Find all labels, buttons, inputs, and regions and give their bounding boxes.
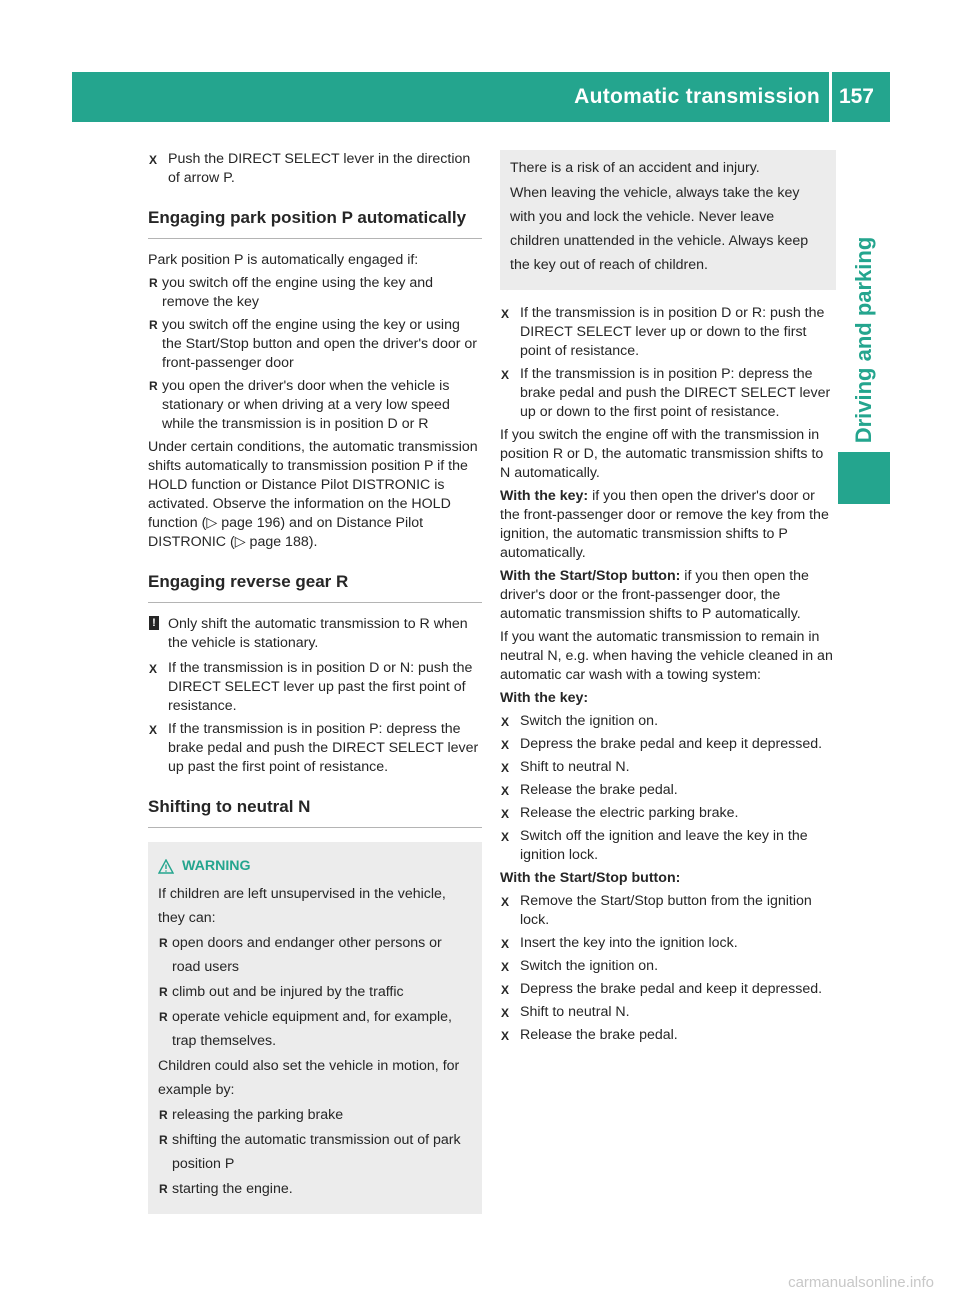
section-tab — [838, 236, 890, 444]
step-item: X Switch off the ignition and leave the key in the ignition lock. — [501, 828, 808, 863]
paragraph: With the Start/Stop button: if you then open the driver's door or the front-passenger door, the automatic transmission shifts to P automatically. — [500, 568, 809, 622]
paragraph: Park position P is automatically engaged if: — [148, 252, 419, 268]
step-marker-icon: X — [501, 738, 510, 752]
step-item: X Remove the Start/Stop button from the ignition lock. — [501, 893, 812, 928]
step-marker-icon: X — [149, 723, 158, 737]
header-divider — [829, 72, 832, 122]
bullet-marker-icon: R — [159, 1133, 168, 1147]
warning-title: WARNING — [158, 856, 472, 876]
step-marker-icon: X — [501, 983, 510, 997]
note-item: ! Only shift the automatic transmission to R when the vehicle is stationary. — [148, 615, 482, 653]
step-item: X Shift to neutral N. — [500, 758, 836, 777]
bullet-marker-icon: R — [159, 936, 168, 950]
page-number: 157 — [838, 85, 874, 108]
step-item: X If the transmission is in position P: depress the brake pedal and push the DIRECT SELECT lever up past the first point of resistance. — [149, 721, 479, 775]
step-item: X Release the brake pedal. — [500, 1026, 836, 1045]
paragraph: With the key: if you then open the driver's door or the front-passenger door or remove the key from the ignition, the automatic transmission shifts to P automatically. — [500, 488, 829, 561]
page-title: Automatic transmission — [574, 85, 820, 108]
warning-box — [148, 842, 482, 1214]
bullet-marker-icon: R — [159, 1108, 168, 1122]
list-item: R you switch off the engine using the key or using the Start/Stop button and open the driver's door or front-passenger door — [149, 317, 478, 371]
step-item: X Release the brake pedal. — [500, 781, 836, 800]
bullet-marker-icon: R — [159, 1182, 168, 1196]
step-marker-icon: X — [501, 1029, 510, 1043]
step-marker-icon: X — [501, 960, 510, 974]
step-marker-icon: X — [501, 761, 510, 775]
step-marker-icon: X — [501, 1006, 510, 1020]
step-marker-icon: X — [501, 807, 510, 821]
heading-park-position: Engaging park position P automatically — [148, 208, 482, 239]
bullet-marker-icon: R — [159, 985, 168, 999]
step-item: X Depress the brake pedal and keep it depressed. — [500, 735, 836, 754]
step-item: X Switch the ignition on. — [500, 712, 836, 731]
step-marker-icon: X — [501, 895, 510, 909]
left-column — [148, 150, 482, 1214]
step-item: X Depress the brake pedal and keep it depressed. — [500, 980, 836, 999]
step-item: X Insert the key into the ignition lock. — [500, 934, 836, 953]
paragraph: Children could also set the vehicle in motion, for example by: — [158, 1058, 460, 1098]
step-marker-icon: X — [501, 368, 510, 382]
heading-reverse-gear: Engaging reverse gear R — [148, 572, 482, 603]
section-marker — [838, 452, 890, 504]
step-marker-icon: X — [501, 307, 510, 321]
step-marker-icon: X — [501, 784, 510, 798]
list-item: R starting the engine. — [158, 1177, 472, 1201]
list-item: R open doors and endanger other persons or road users — [158, 931, 472, 979]
paragraph: There is a risk of an accident and injury. — [510, 160, 760, 176]
list-item: R shifting the automatic transmission out of park position P — [158, 1128, 472, 1176]
step-marker-icon: X — [501, 830, 510, 844]
warning-box-continued — [500, 150, 836, 290]
step-item: X Switch the ignition on. — [500, 957, 836, 976]
section-tab-label: Driving and parking — [851, 236, 876, 444]
step-item: X Push the DIRECT SELECT lever in the direction of arrow P. — [149, 151, 471, 186]
note-exclamation-icon: ! — [149, 616, 159, 630]
bullet-marker-icon: R — [159, 1010, 168, 1024]
step-item: X Release the electric parking brake. — [500, 804, 836, 823]
step-item: X If the transmission is in position D or N: push the DIRECT SELECT lever up past the first point of resistance. — [149, 660, 473, 714]
list-item: R climb out and be injured by the traffic — [158, 980, 472, 1004]
step-item: X If the transmission is in position P: depress the brake pedal and push the DIRECT SELECT lever up or down to the first point of resistance. — [501, 366, 831, 420]
page-header — [72, 72, 890, 122]
step-marker-icon: X — [501, 715, 510, 729]
list-item: R releasing the parking brake — [158, 1103, 472, 1127]
right-column — [500, 160, 836, 1049]
list-item: R you switch off the engine using the key and remove the key — [149, 275, 434, 310]
warning-triangle-icon — [158, 859, 174, 874]
bullet-marker-icon: R — [149, 318, 158, 332]
paragraph: If children are left unsupervised in the vehicle, they can: — [158, 886, 446, 926]
bullet-marker-icon: R — [149, 379, 158, 393]
footer-watermark: carmanualsonline.info — [788, 1274, 934, 1291]
subheading-with-key: With the key: — [500, 690, 589, 706]
paragraph: When leaving the vehicle, always take the key with you and lock the vehicle. Never leave children unattended in the vehicle. Always keep the key out of reach of children. — [510, 185, 809, 273]
list-item: R you open the driver's door when the vehicle is stationary or when driving at a very low speed while the transmission is in position D or R — [149, 378, 450, 432]
step-marker-icon: X — [149, 153, 158, 167]
bullet-marker-icon: R — [149, 276, 158, 290]
paragraph: If you want the automatic transmission to remain in neutral N, e.g. when having the vehicle cleaned in an automatic car wash with a towing system: — [500, 629, 833, 683]
step-marker-icon: X — [149, 662, 158, 676]
step-item: X Shift to neutral N. — [500, 1003, 836, 1022]
step-marker-icon: X — [501, 937, 510, 951]
list-item: R operate vehicle equipment and, for example, trap themselves. — [158, 1005, 472, 1053]
paragraph: Under certain conditions, the automatic transmission shifts automatically to transmission position P if the HOLD function or Distance Pilot DISTRONIC is activated. Observe the information on the HOLD function (▷ page 196) and on Distance Pilot DISTRONIC (▷ page 188). — [148, 439, 478, 550]
subheading-with-start-stop: With the Start/Stop button: — [500, 870, 681, 886]
paragraph: If you switch the engine off with the transmission in position R or D, the automatic transmission shifts to N automatically. — [500, 427, 824, 481]
step-item: X If the transmission is in position D or R: push the DIRECT SELECT lever up or down to the first point of resistance. — [501, 305, 825, 359]
heading-neutral: Shifting to neutral N — [148, 797, 482, 828]
